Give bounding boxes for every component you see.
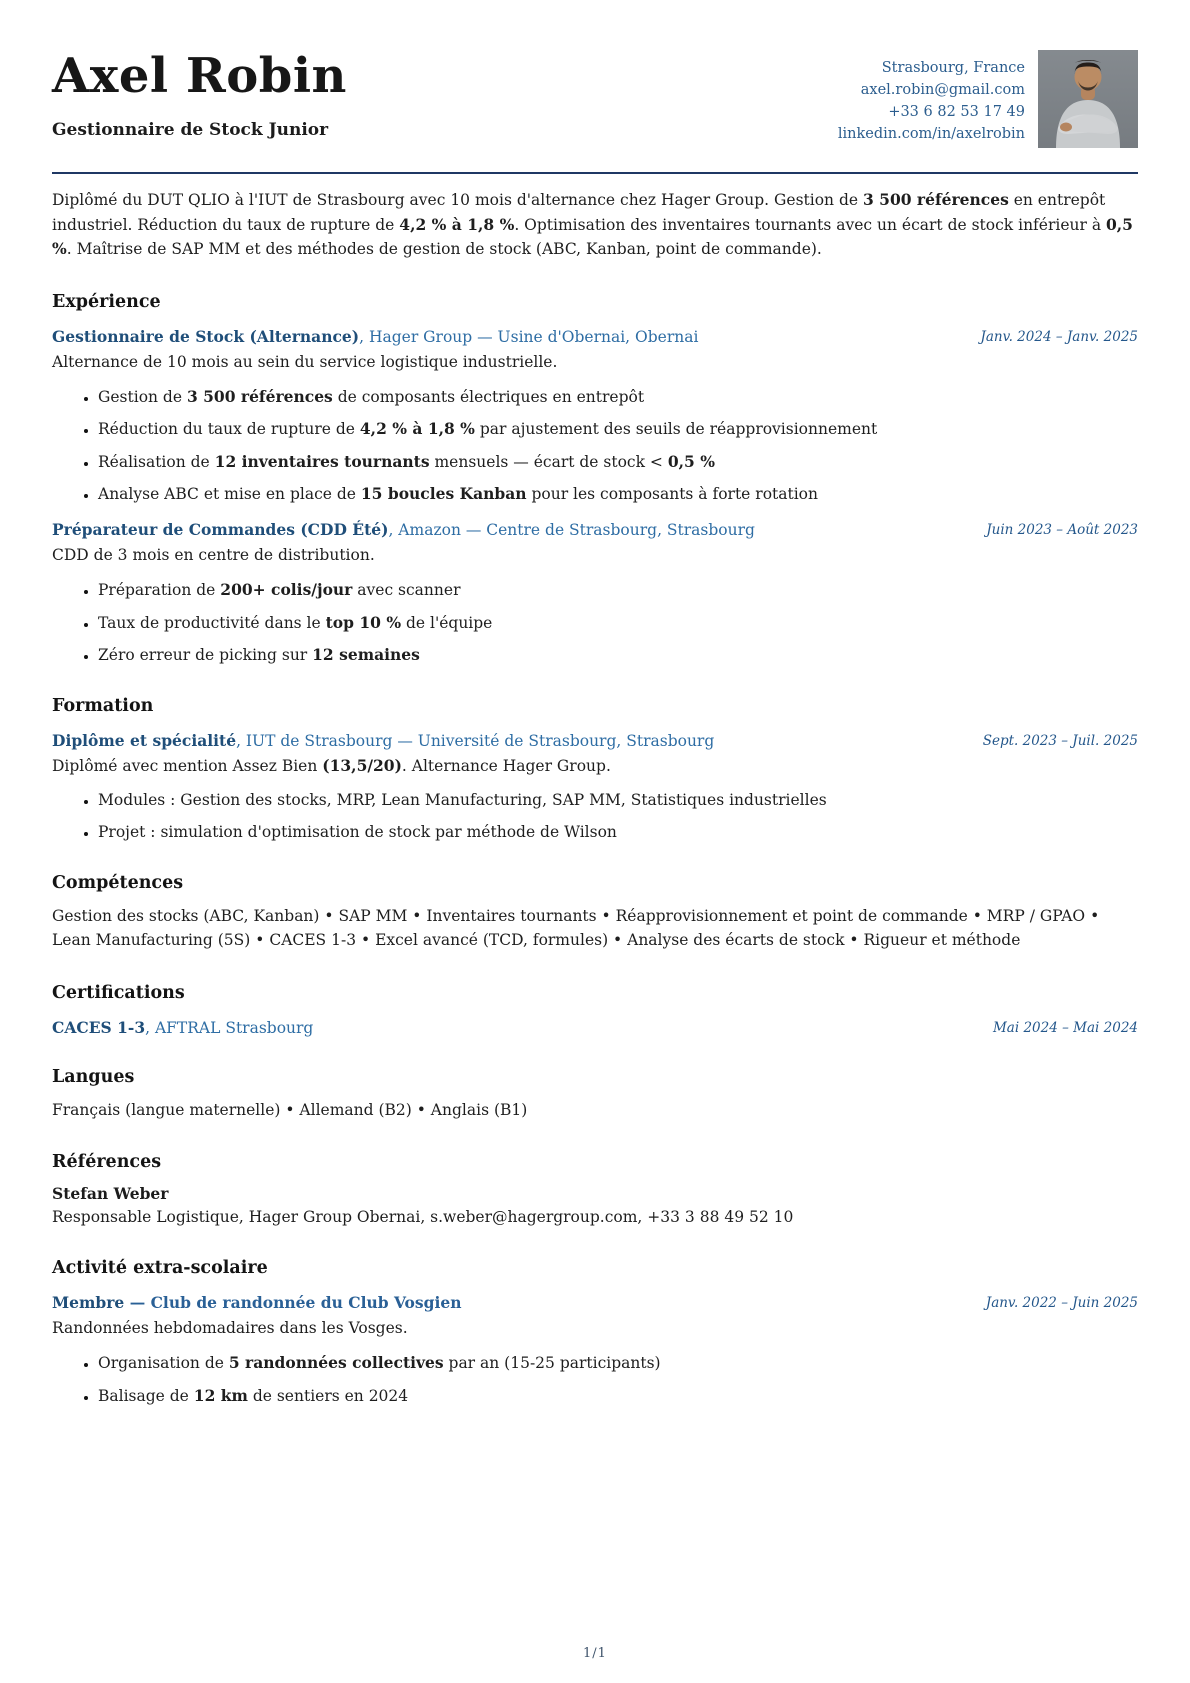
entry-subtitle: Diplômé avec mention Assez Bien (13,5/20). Alternance Hager Group.: [52, 756, 611, 775]
bullet-item: • Projet : simulation d'optimisation de stock par méthode de Wilson: [98, 822, 1138, 843]
entry-head: [52, 1018, 1138, 1037]
job-title: Gestionnaire de Stock Junior: [52, 120, 329, 140]
section-competences: [52, 873, 1138, 953]
section-heading-langues: Langues: [52, 1066, 135, 1087]
person-name: Axel Robin: [52, 48, 347, 104]
entry-date-range: Sept. 2023 – Juil. 2025: [982, 733, 1138, 749]
bullet-list: [52, 579, 1138, 666]
bullet-item: • Modules : Gestion des stocks, MRP, Lean Manufacturing, SAP MM, Statistiques industrielles: [98, 790, 1138, 811]
entry-head: [52, 520, 1138, 539]
entry-organization: , AFTRAL Strasbourg: [145, 1018, 314, 1037]
section-langues: [52, 1067, 1138, 1123]
extra-entry: [52, 1293, 1138, 1407]
section-references: [52, 1152, 1138, 1228]
section-formation: [52, 696, 1138, 843]
summary-paragraph: Diplômé du DUT QLIO à l'IUT de Strasbourg avec 10 mois d'alternance chez Hager Group. Gestion de 3 500 références en entrepôt industriel. Réduction du taux de rupture de 4,2 % à 1,8 %. Optimisation des inventaires tournants avec un écart de stock inférieur à 0,5 %. Maîtrise de SAP MM et des méthodes de gestion de stock (ABC, Kanban, point de commande).: [52, 190, 1133, 258]
section-heading-competences: Compétences: [52, 872, 184, 893]
contact-location: Strasbourg, France: [881, 60, 1025, 76]
experience-entry: [52, 327, 1138, 506]
portrait-photo-graphic: [1038, 50, 1138, 148]
entry-head: [52, 1293, 1138, 1312]
entry-title: Préparateur de Commandes (CDD Été): [52, 520, 389, 539]
contact-linkedin[interactable]: linkedin.com/in/axelrobin: [837, 126, 1025, 142]
entry-date-range: Juin 2023 – Août 2023: [986, 522, 1138, 538]
entry-title: Gestionnaire de Stock (Alternance): [52, 326, 360, 346]
section-heading-experience: Expérience: [52, 291, 161, 312]
entry-date-range: Janv. 2024 – Janv. 2025: [980, 328, 1138, 345]
section-experience: [52, 292, 1138, 667]
entry-date-range: Mai 2024 – Mai 2024: [992, 1019, 1138, 1036]
entry-title-line: [52, 1018, 313, 1037]
certification-entry: [52, 1018, 1138, 1037]
entry-head: [52, 327, 1138, 346]
entry-title-line: [52, 327, 698, 346]
header-contact-block: [838, 50, 1138, 148]
bullet-list: [52, 790, 1138, 843]
bullet-item: • Zéro erreur de picking sur 12 semaines: [98, 644, 1138, 666]
entry-title: Diplôme et spécialité: [52, 731, 237, 750]
bullet-item: • Taux de productivité dans le top 10 % de l'équipe: [98, 612, 1138, 634]
experience-entry: [52, 520, 1138, 666]
reference-name: Stefan Weber: [52, 1184, 169, 1203]
header-identity: [52, 50, 347, 140]
entry-title-line: [52, 1293, 461, 1312]
bullet-list: [52, 386, 1138, 506]
entry-subtitle: Alternance de 10 mois au sein du service logistique industrielle.: [52, 352, 558, 371]
contact-info: [838, 50, 1025, 145]
bullet-item: • Réduction du taux de rupture de 4,2 % à 1,8 % par ajustement des seuils de réapprovisionnement: [98, 418, 1138, 440]
entry-title-line: [52, 731, 714, 750]
bullet-item: • Réalisation de 12 inventaires tournants mensuels — écart de stock < 0,5 %: [98, 451, 1138, 473]
entry-title-line: [52, 520, 755, 539]
portrait-photo: [1038, 50, 1138, 148]
page-number: 1/1: [583, 1646, 607, 1661]
header-divider: [52, 172, 1138, 174]
section-heading-certifications: Certifications: [52, 982, 185, 1003]
entry-organization: , Amazon — Centre de Strasbourg, Strasbourg: [388, 521, 755, 539]
bullet-item: • Balisage de 12 km de sentiers en 2024: [98, 1385, 1138, 1407]
entry-date-range: Janv. 2022 – Juin 2025: [985, 1295, 1138, 1311]
section-heading-formation: Formation: [52, 696, 154, 716]
entry-organization: — Club de randonnée du Club Vosgien: [124, 1293, 462, 1312]
section-extra: [52, 1258, 1138, 1407]
entry-subtitle: Randonnées hebdomadaires dans les Vosges.: [52, 1319, 408, 1337]
formation-entry: [52, 731, 1138, 843]
contact-phone: +33 6 82 53 17 49: [888, 104, 1025, 120]
contact-email[interactable]: axel.robin@gmail.com: [860, 82, 1025, 98]
bullet-item: • Préparation de 200+ colis/jour avec scanner: [98, 579, 1138, 601]
entry-organization: , IUT de Strasbourg — Université de Strasbourg, Strasbourg: [236, 732, 715, 750]
bullet-item: • Analyse ABC et mise en place de 15 boucles Kanban pour les composants à forte rotation: [98, 483, 1138, 505]
section-certifications: [52, 983, 1138, 1037]
bullet-list: [52, 1352, 1138, 1407]
entry-subtitle: CDD de 3 mois en centre de distribution.: [52, 546, 375, 564]
header: [52, 50, 1138, 148]
entry-organization: , Hager Group — Usine d'Obernai, Obernai: [359, 327, 699, 346]
langues-text: Français (langue maternelle) • Allemand (B2) • Anglais (B1): [52, 1100, 528, 1119]
section-heading-references: Références: [52, 1152, 162, 1172]
entry-title: CACES 1-3: [52, 1017, 146, 1037]
section-heading-extra: Activité extra-scolaire: [52, 1258, 268, 1278]
bullet-item: • Gestion de 3 500 références de composants électriques en entrepôt: [98, 386, 1138, 408]
bullet-item: • Organisation de 5 randonnées collectives par an (15-25 participants): [98, 1352, 1138, 1374]
competences-text: Gestion des stocks (ABC, Kanban) • SAP MM • Inventaires tournants • Réapprovisionnement et point de commande • MRP / GPAO • Lean Manufacturing (5S) • CACES 1-3 • Excel avancé (TCD, formules) • Analyse des écarts de stock • Rigueur et méthode: [52, 906, 1100, 949]
entry-head: [52, 731, 1138, 750]
entry-title: Membre: [52, 1293, 125, 1312]
reference-details: Responsable Logistique, Hager Group Obernai, s.weber@hagergroup.com, +33 3 88 49 52 10: [52, 1208, 794, 1226]
